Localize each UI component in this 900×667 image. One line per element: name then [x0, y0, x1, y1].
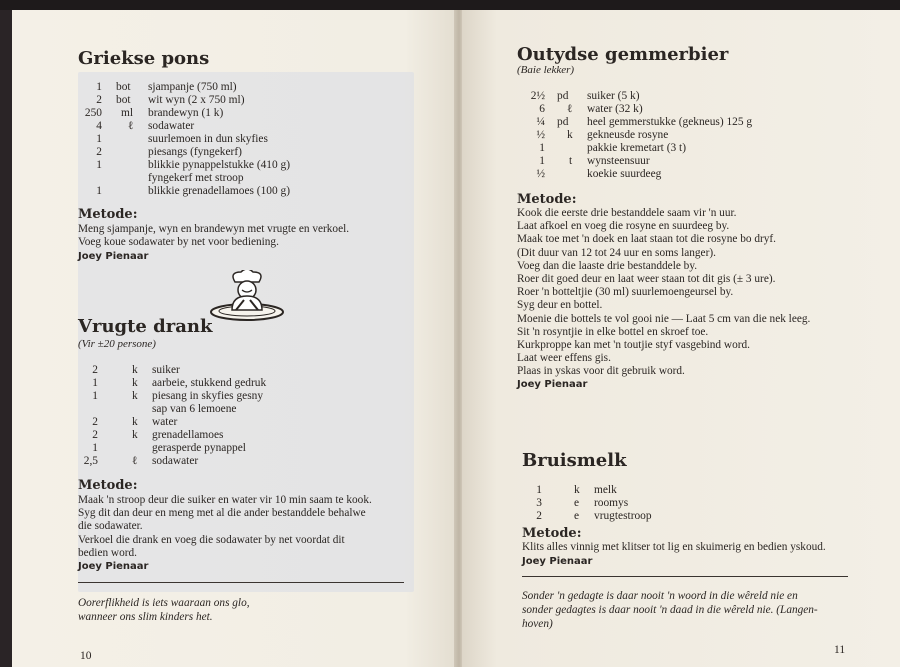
ingredient-unit: pd — [557, 116, 569, 128]
ingredient-qty: 6 — [539, 103, 545, 115]
ingredient-qty: ½ — [536, 129, 545, 141]
ingredient-item: sodawater — [152, 455, 199, 467]
method-line: Meng sjampanje, wyn en brandewyn met vrugte en verkoel. — [78, 223, 350, 235]
divider — [522, 576, 848, 577]
ingredient-item: fyngekerf met stroop — [148, 172, 244, 184]
method-text — [78, 494, 414, 560]
ingredient-unit: k — [567, 129, 573, 141]
ingredient-row — [78, 364, 378, 377]
method-heading: Metode: — [78, 478, 138, 493]
quote — [78, 596, 408, 624]
recipe-author: Joey Pienaar — [517, 379, 588, 390]
ingredient-item: suiker (5 k) — [587, 90, 640, 102]
ingredient-item: water (32 k) — [587, 103, 643, 115]
ingredient-row — [78, 172, 378, 185]
ingredient-item: aarbeie, stukkend gedruk — [152, 377, 267, 389]
quote-line: wanneer ons slim kinders het. — [78, 611, 213, 623]
ingredient-row — [78, 377, 378, 390]
method-text — [517, 207, 857, 379]
method-line: Laat afkoel en voeg die rosyne en suurdeeg by. — [517, 220, 730, 233]
page-number: 10 — [80, 650, 92, 662]
method-line: Voeg dan die laaste drie bestanddele by. — [517, 259, 698, 272]
ingredient-row — [517, 168, 847, 181]
ingredient-unit: k — [574, 484, 580, 496]
ingredient-row — [78, 442, 378, 455]
quote-line: sonder gedagtes is daar nooit 'n daad in die wêreld nie. (Langen- — [522, 604, 818, 616]
ingredient-qty: 2 — [92, 429, 98, 441]
method-line: Klits alles vinnig met klitser tot lig en skuimerig en bedien yskoud. — [522, 541, 826, 553]
ingredient-qty: 2 — [96, 94, 102, 106]
ingredient-item: wit wyn (2 x 750 ml) — [148, 94, 245, 106]
divider — [78, 582, 404, 583]
ingredient-item: suiker — [152, 364, 180, 376]
ingredient-item: brandewyn (1 k) — [148, 107, 224, 119]
ingredient-item: gerasperde pynappel — [152, 442, 246, 454]
ingredient-unit: k — [132, 416, 138, 428]
ingredient-qty: 1 — [536, 484, 542, 496]
method-heading: Metode: — [522, 526, 582, 541]
ingredient-unit: bot — [116, 81, 131, 93]
ingredient-qty: 1 — [96, 185, 102, 197]
method-line: Maak 'n stroop deur die suiker en water vir 10 min saam te kook. — [78, 494, 372, 506]
ingredient-row — [517, 129, 847, 142]
ingredient-row — [78, 94, 378, 107]
ingredient-unit: pd — [557, 90, 569, 102]
method-text — [522, 541, 872, 554]
ingredient-qty: 2½ — [530, 90, 545, 102]
ingredient-item: piesang in skyfies gesny — [152, 390, 264, 402]
ingredient-row — [78, 107, 378, 120]
ingredient-list — [78, 364, 378, 468]
ingredient-list — [522, 484, 822, 523]
method-line: die sodawater. — [78, 520, 143, 533]
method-text — [78, 223, 408, 249]
recipe-title: Bruismelk — [522, 450, 627, 471]
ingredient-item: sjampanje (750 ml) — [148, 81, 237, 93]
recipe-title: Vrugte drank — [78, 316, 213, 337]
ingredient-item: suurlemoen in dun skyfies — [148, 133, 268, 145]
method-line: Roer dit goed deur en laat weer staan tot dit gis (± 3 ure). — [517, 273, 776, 286]
ingredient-row — [78, 416, 378, 429]
ingredient-item: roomys — [594, 497, 629, 509]
ingredient-row — [78, 429, 378, 442]
recipe-subtitle: (Baie lekker) — [517, 64, 575, 76]
ingredient-row — [522, 510, 822, 523]
method-line: Maak toe met 'n doek en laat staan tot die rosyne bo dryf. — [517, 233, 776, 246]
ingredient-item: heel gemmerstukke (gekneus) 125 g — [587, 116, 753, 128]
ingredient-row — [517, 142, 847, 155]
method-line: Plaas in yskas voor dit gebruik word. — [517, 365, 685, 378]
ingredient-row — [78, 185, 378, 198]
method-line: Laat weer effens gis. — [517, 352, 611, 365]
ingredient-qty: ½ — [536, 168, 545, 180]
method-line: Syg deur en bottel. — [517, 299, 603, 312]
ingredient-unit: e — [574, 510, 580, 522]
ingredient-row — [78, 390, 378, 403]
ingredient-qty: 1 — [539, 155, 545, 167]
ingredient-qty: 1 — [92, 390, 98, 402]
quote — [522, 589, 858, 631]
ingredient-row — [517, 90, 847, 103]
method-line: bedien word. — [78, 546, 137, 559]
page-number: 11 — [834, 644, 846, 656]
ingredient-qty: 250 — [84, 107, 102, 119]
ingredient-item: wynsteensuur — [587, 155, 650, 167]
ingredient-list — [517, 90, 847, 181]
method-line: Kurkproppe kan met 'n toutjie styf vasgebind word. — [517, 339, 750, 352]
ingredient-item: blikkie grenadellamoes (100 g) — [148, 185, 291, 197]
ingredient-row — [78, 133, 378, 146]
ingredient-unit: ℓ — [567, 103, 573, 115]
ingredient-item: sap van 6 lemoene — [152, 403, 237, 415]
method-line: Verkoel die drank en voeg die sodawater by net voordat dit — [78, 533, 345, 546]
recipe-author: Joey Pienaar — [78, 251, 149, 262]
ingredient-item: sodawater — [148, 120, 195, 132]
ingredient-item: melk — [594, 484, 617, 496]
ingredient-qty: 2 — [92, 364, 98, 376]
ingredient-qty: ¼ — [536, 116, 545, 128]
recipe-title: Griekse pons — [78, 48, 210, 69]
ingredient-list — [78, 81, 378, 198]
ingredient-row — [522, 484, 822, 497]
ingredient-unit: k — [132, 429, 138, 441]
ingredient-unit: k — [132, 377, 138, 389]
method-line: Kook die eerste drie bestanddele saam vir 'n uur. — [517, 207, 737, 219]
ingredient-unit: ℓ — [128, 120, 134, 132]
ingredient-qty: 1 — [96, 133, 102, 145]
ingredient-unit: t — [569, 155, 573, 167]
ingredient-item: blikkie pynappelstukke (410 g) — [148, 159, 291, 171]
ingredient-unit: k — [132, 364, 138, 376]
ingredient-qty: 1 — [96, 81, 102, 93]
ingredient-unit: e — [574, 497, 580, 509]
ingredient-row — [517, 155, 847, 168]
ingredient-qty: 1 — [92, 442, 98, 454]
ingredient-unit: bot — [116, 94, 131, 106]
ingredient-qty: 1 — [96, 159, 102, 171]
ingredient-item: piesangs (fyngekerf) — [148, 146, 242, 158]
ingredient-qty: 1 — [539, 142, 545, 154]
method-line: (Dit duur van 12 tot 24 uur en soms langer). — [517, 246, 716, 259]
ingredient-item: grenadellamoes — [152, 429, 224, 441]
ingredient-qty: 1 — [92, 377, 98, 389]
ingredient-qty: 2 — [92, 416, 98, 428]
recipe-author: Joey Pienaar — [522, 556, 593, 567]
ingredient-row — [517, 103, 847, 116]
ingredient-row — [78, 146, 378, 159]
ingredient-item: gekneusde rosyne — [587, 129, 669, 141]
ingredient-item: pakkie kremetart (3 t) — [587, 142, 686, 154]
ingredient-row — [78, 403, 378, 416]
ingredient-unit: k — [132, 390, 138, 402]
ingredient-qty: 2 — [536, 510, 542, 522]
chef-holding-platter-illustration — [208, 270, 286, 324]
ingredient-unit: ml — [121, 107, 134, 119]
ingredient-qty: 2,5 — [83, 455, 98, 467]
quote-line: Sonder 'n gedagte is daar nooit 'n woord in die wêreld nie en — [522, 590, 798, 602]
left-page — [12, 10, 458, 667]
method-line: Moenie die bottels te vol gooi nie — Laat 5 cm van die nek leeg. — [517, 312, 811, 325]
quote-line: hoven) — [522, 618, 553, 630]
recipe-subtitle: (Vir ±20 persone) — [78, 338, 156, 350]
ingredient-row — [78, 120, 378, 133]
ingredient-row — [78, 455, 378, 468]
ingredient-row — [522, 497, 822, 510]
quote-line: Oorerflikheid is iets waaraan ons glo, — [78, 597, 250, 609]
ingredient-row — [78, 81, 378, 94]
top-dark-edge — [0, 0, 900, 10]
ingredient-row — [517, 116, 847, 129]
recipe-author: Joey Pienaar — [78, 561, 149, 572]
ingredient-item: water — [152, 416, 178, 428]
right-page — [462, 10, 900, 667]
method-line: Syg dit dan deur en meng met al die ander bestanddele behalwe — [78, 507, 366, 520]
ingredient-qty: 3 — [536, 497, 542, 509]
ingredient-unit: ℓ — [132, 455, 138, 467]
method-heading: Metode: — [78, 207, 138, 222]
ingredient-item: koekie suurdeeg — [587, 168, 662, 180]
ingredient-row — [78, 159, 378, 172]
ingredient-qty: 2 — [96, 146, 102, 158]
method-line: Voeg koue sodawater by net voor bediening. — [78, 236, 279, 249]
method-heading: Metode: — [517, 192, 577, 207]
method-line: Roer 'n botteltjie (30 ml) suurlemoengeursel by. — [517, 286, 734, 299]
method-line: Sit 'n rosyntjie in elke bottel en skroef toe. — [517, 325, 709, 338]
recipe-title: Outydse gemmerbier — [517, 44, 729, 65]
ingredient-item: vrugtestroop — [594, 510, 652, 522]
ingredient-qty: 4 — [96, 120, 102, 132]
